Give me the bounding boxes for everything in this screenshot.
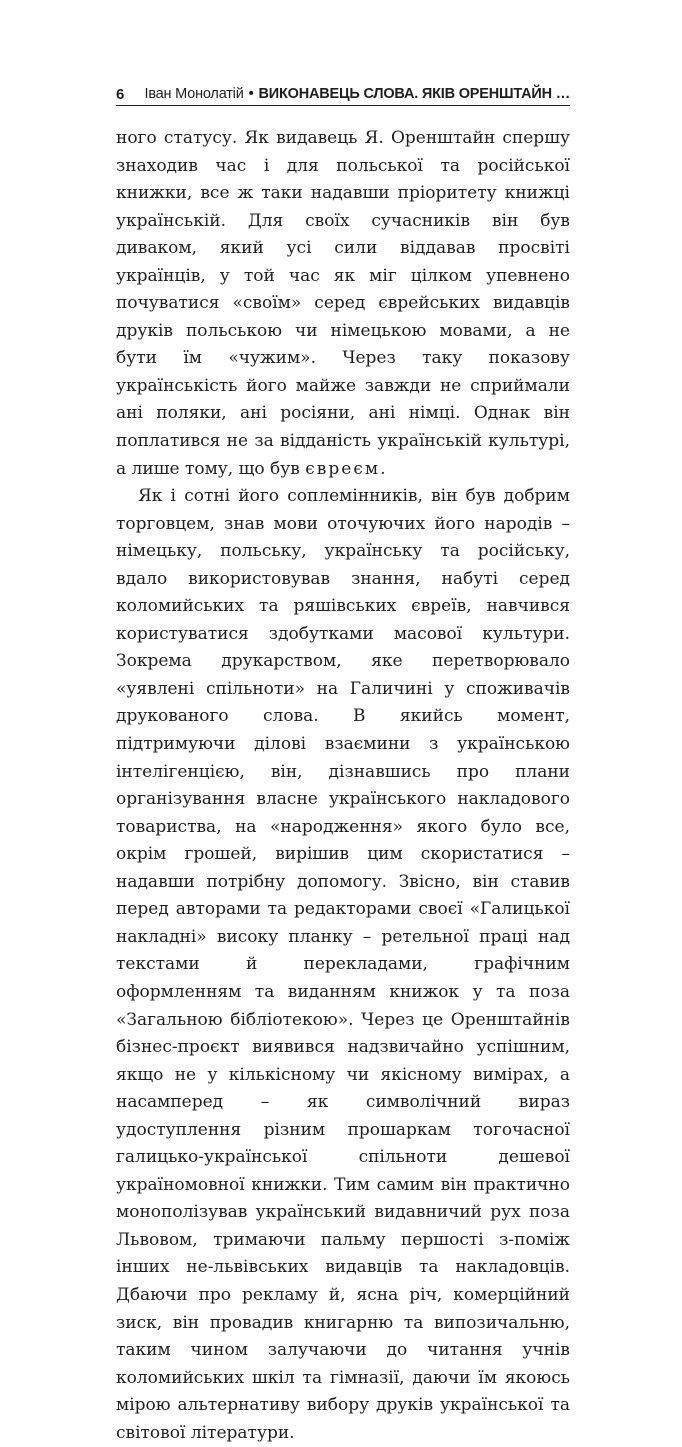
body-text (116, 125, 570, 1447)
paragraph-1 (116, 125, 570, 483)
running-head-text (145, 86, 571, 102)
page-number: 6 (116, 86, 125, 103)
header-rule (116, 105, 570, 106)
book-page (116, 84, 570, 1447)
running-head-title: ВИКОНАВЕЦЬ СЛОВА. ЯКІВ ОРЕНШТАЙН … (258, 86, 570, 102)
running-head-author: Іван Монолатій (144, 86, 244, 102)
running-head-separator: • (248, 86, 254, 102)
paragraph-1-text: ного статусу. Як видавець Я. Оренштайн спершу знаходив час і для польської та російської книжки, все ж таки надавши пріоритету книжці українській. Для своїх сучасників він був диваком, який усі сили віддавав просвіті українців, у той час як міг цілком упевнено почуватися «своїм» серед єврейських видавців друків польською чи німецькою мовами, а не бути їм «чужим». Через таку показову українськість його майже завжди не сприймали ані поляки, ані росіяни, ані німці. Однак він поплатився не за відданість українській культурі, а лише тому, що був (116, 128, 570, 479)
running-head (116, 84, 570, 106)
paragraph-1-emphasis: євреєм (305, 458, 381, 479)
paragraph-2: Як і сотні його соплемінників, він був добрим торговцем, знав мови оточуючих його народів – німецьку, польську, українську та російську, вдало використовував знання, набуті серед коломийських та ряшівських євреїв, навчився користуватися здобутками масової культури. Зокрема друкарством, яке перетворювало «уявлені спільноти» на Галичині у споживачів друкованого слова. В якийсь момент, підтримуючи ділові взаємини з українською інтелігенцією, він, дізнавшись про плани організування власне українського накладового товариства, на «народження» якого було все, окрім грошей, вирішив цим скористатися – надавши потрібну допомогу. Звісно, він ставив перед авторами та редакторами своєї «Галицької накладні» високу планку – ретельної праці над текстами й перекладами, графічним оформленням та виданням книжок у та поза «Загальною бібліотекою». Через це Оренштайнів бізнес-проєкт виявився надзвичайно успішним, якщо не у кількісному чи якісному вимірах, а насамперед – як символічний вираз удоступлення різним прошаркам тогочасної галицько-української спільноти дешевої україномовної книжки. Тим самим він практично монополізував український видавничий рух поза Львовом, тримаючи пальму першості з-поміж інших не-львівських видавців та накладовців. Дбаючи про рекламу й, ясна річ, комерційний зиск, він провадив книгарню та випозичальню, таким чином залучаючи до читання учнів коломийських шкіл та гімназії, даючи їм якоюсь мірою альтернативу вибору друків української та світової літератури. (116, 486, 570, 1443)
paragraph-1-end: . (380, 458, 386, 479)
